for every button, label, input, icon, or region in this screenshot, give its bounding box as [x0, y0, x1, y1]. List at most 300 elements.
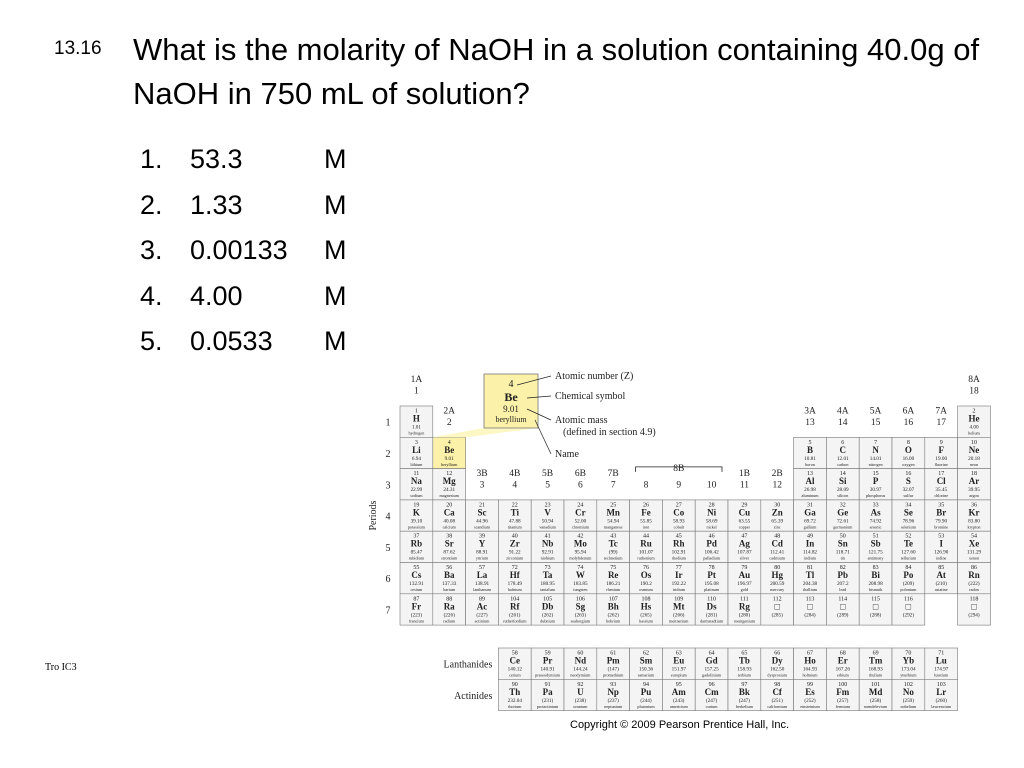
element-mass: (247) [705, 697, 718, 704]
element-name: fluorine [934, 461, 948, 467]
element-number: 56 [446, 565, 453, 571]
element-symbol: Cd [771, 538, 783, 549]
element-symbol: Ca [443, 507, 455, 518]
element-number: 44 [643, 533, 649, 540]
element-symbol: Np [607, 686, 619, 697]
element-symbol: Sn [837, 538, 848, 549]
element-number: 113 [805, 596, 815, 603]
element-symbol: Hf [509, 570, 520, 580]
group-label-a: 2B [771, 468, 783, 479]
element-symbol: C [839, 444, 847, 455]
element-mass: 183.85 [573, 581, 588, 587]
element-name: bismuth [868, 587, 883, 592]
element-mass: 55.85 [640, 518, 652, 525]
element-number: 33 [872, 502, 879, 509]
element-mass: (265) [640, 612, 652, 619]
period-number: 6 [385, 574, 391, 586]
group-label-b: 6 [578, 480, 583, 491]
group-label-b: 10 [706, 480, 717, 491]
element-mass: 200.59 [770, 581, 785, 587]
key-label-mass: Atomic mass [555, 415, 608, 426]
element-name: darmstadtium [700, 618, 724, 624]
element-mass: 114.82 [802, 549, 818, 556]
element-number: 92 [577, 681, 584, 688]
element-symbol: Dy [771, 655, 783, 666]
element-name: curium [705, 703, 718, 709]
element-number: 32 [839, 502, 846, 509]
element-name: niobium [540, 555, 555, 561]
element-mass: 121.75 [868, 549, 883, 556]
element-number: 109 [674, 596, 684, 603]
element-name: praseodymium [535, 672, 561, 678]
element-symbol: Mo [573, 538, 587, 549]
group-label-a: 4A [836, 406, 849, 417]
answer-unit: M [324, 235, 347, 265]
element-number: 62 [643, 650, 649, 657]
element-symbol: Tb [738, 655, 750, 666]
element-name: lutetium [934, 672, 949, 678]
element-mass: (238) [574, 697, 587, 704]
element-name: bromine [934, 524, 949, 530]
element-number: 36 [971, 502, 977, 509]
element-name: iodine [935, 555, 947, 561]
element-name: carbon [837, 461, 849, 467]
element-mass: 196.97 [737, 581, 752, 587]
answer-value: 0.0533 [190, 326, 273, 356]
element-number: 17 [938, 471, 945, 478]
element-number: 100 [838, 681, 848, 688]
key-number: 4 [508, 379, 514, 390]
element-mass: (266) [673, 612, 685, 619]
element-symbol: Kr [968, 507, 980, 518]
element-symbol: Ba [443, 570, 455, 580]
group-label-a: 8A [968, 375, 980, 385]
element-name: osmium [639, 587, 653, 592]
element-name: uranium [573, 703, 588, 709]
element-mass: (247) [738, 697, 751, 704]
element-number: 66 [774, 650, 781, 657]
element-name: scandium [473, 524, 491, 530]
element-name: palladium [703, 555, 720, 561]
element-name: copper [738, 524, 751, 530]
element-name: germanium [833, 524, 853, 530]
element-name: bohrium [606, 618, 621, 624]
element-number: 4 [447, 439, 451, 446]
element-number: 50 [839, 533, 846, 540]
element-number: 79 [741, 565, 748, 571]
element-mass: 95.94 [574, 549, 587, 556]
element-name: potassium [407, 524, 425, 530]
element-mass: 6.94 [411, 455, 421, 462]
element-symbol: □ [774, 601, 780, 612]
element-number: 84 [905, 565, 912, 571]
element-mass: 79.90 [935, 518, 948, 525]
element-symbol: Pr [542, 655, 553, 666]
element-mass: 10.81 [804, 455, 816, 462]
element-symbol: Fe [641, 507, 651, 518]
element-mass: 140.12 [507, 666, 522, 673]
element-number: 105 [543, 596, 553, 603]
group-label-a: 6B [574, 468, 586, 479]
element-number: 85 [938, 565, 945, 571]
element-name: krypton [967, 524, 981, 530]
key-mass: 9.01 [503, 404, 519, 414]
element-symbol: Mn [606, 507, 620, 518]
element-mass: 72.61 [836, 518, 849, 525]
element-mass: 186.21 [606, 581, 621, 587]
element-symbol: Sc [477, 507, 487, 518]
element-symbol: Po [903, 570, 914, 580]
element-number: 65 [741, 650, 748, 657]
element-number: 96 [708, 681, 715, 688]
element-mass: 162.50 [770, 666, 785, 673]
element-number: 52 [905, 533, 912, 540]
group-label-a: 7A [935, 406, 948, 417]
key-label-symbol: Chemical symbol [555, 391, 626, 402]
element-number: 93 [610, 681, 617, 688]
element-name: radon [969, 587, 979, 592]
element-mass: (99) [608, 549, 618, 556]
element-symbol: Ac [476, 601, 488, 612]
element-name: beryllium [441, 461, 458, 467]
element-name: argon [969, 493, 979, 499]
element-symbol: Am [671, 686, 686, 697]
element-symbol: P [872, 476, 879, 487]
element-mass: 9.01 [444, 455, 454, 462]
footer-text: Tro IC3 [45, 662, 77, 673]
element-name: cerium [508, 672, 521, 678]
element-name: strontium [441, 555, 458, 561]
element-symbol: Ti [510, 507, 519, 518]
element-mass: (209) [902, 581, 915, 587]
answer-number: 5. [140, 326, 163, 356]
group-label-b: 17 [936, 417, 946, 428]
element-mass: 178.49 [507, 581, 522, 587]
element-mass: 180.95 [540, 581, 555, 587]
element-number: 2 [972, 408, 976, 415]
element-symbol: Sr [444, 538, 454, 549]
element-mass: 207.2 [836, 581, 849, 587]
answer-value: 4.00 [190, 280, 243, 311]
element-mass: (257) [837, 697, 849, 704]
element-symbol: Be [444, 444, 455, 455]
element-number: 91 [544, 681, 551, 688]
element-mass: 52.00 [574, 518, 587, 525]
element-symbol: Cl [936, 476, 946, 487]
element-symbol: Ga [804, 507, 816, 518]
period-number: 5 [385, 542, 391, 554]
element-symbol: Br [936, 507, 947, 518]
element-name: actinium [474, 618, 490, 624]
element-symbol: Li [412, 444, 421, 455]
element-mass: 126.90 [934, 549, 949, 556]
element-name: fermium [835, 703, 851, 709]
element-number: 5 [808, 439, 812, 446]
element-symbol: Y [478, 538, 486, 549]
element-name: ruthenium [637, 555, 655, 561]
element-number: 99 [807, 681, 813, 688]
group-label-a: 6A [902, 406, 915, 417]
element-number: 30 [774, 502, 781, 509]
element-number: 55 [413, 565, 420, 571]
element-number: 29 [741, 502, 748, 509]
element-mass: 44.96 [476, 518, 488, 525]
element-name: silver [739, 555, 750, 561]
element-number: 64 [708, 650, 715, 657]
element-name: neon [969, 461, 979, 467]
element-mass: 39.10 [410, 518, 423, 525]
element-number: 9 [939, 439, 943, 446]
element-name: mendelevium [864, 703, 887, 709]
element-mass: (147) [607, 666, 619, 673]
element-number: 110 [707, 596, 716, 603]
element-mass: 58.69 [705, 518, 718, 525]
element-mass: 151.97 [671, 666, 686, 673]
element-mass: 19.00 [935, 455, 948, 462]
group-label-b: 4 [512, 480, 518, 491]
group-label-a: 7B [607, 468, 619, 479]
element-mass: 168.93 [868, 666, 883, 673]
answer-unit: M [324, 189, 347, 220]
group-label-b: 2 [446, 417, 452, 428]
element-mass: 127.60 [901, 549, 916, 556]
element-symbol: Lr [936, 686, 947, 697]
element-symbol: F [938, 444, 944, 455]
element-mass: (294) [968, 612, 980, 619]
element-name: rutherfordium [503, 618, 527, 624]
element-symbol: Er [837, 655, 848, 666]
element-number: 69 [872, 650, 879, 657]
group-label-a: 2A [443, 406, 456, 417]
element-symbol: Lu [935, 655, 947, 666]
element-symbol: La [476, 570, 488, 580]
element-name: sulfur [903, 493, 914, 499]
element-name: chlorine [934, 493, 949, 499]
element-symbol: Gd [705, 655, 718, 666]
group-label-b: 14 [838, 417, 848, 428]
element-number: 80 [774, 565, 781, 571]
element-mass: 47.88 [508, 518, 521, 525]
element-mass: (285) [771, 612, 783, 619]
element-number: 81 [807, 565, 813, 571]
element-symbol: Ag [738, 538, 750, 549]
element-symbol: □ [872, 601, 879, 612]
element-symbol: Ru [640, 538, 652, 549]
element-number: 86 [971, 565, 977, 571]
group-label-b: 16 [903, 417, 914, 428]
element-number: 63 [675, 650, 682, 657]
element-symbol: He [968, 413, 980, 424]
element-number: 19 [413, 502, 420, 509]
element-symbol: Sg [575, 601, 586, 612]
group-label-a: 3B [476, 468, 488, 479]
element-mass: (281) [705, 612, 718, 619]
group-8b-label: 8B [673, 463, 685, 474]
element-name: gold [740, 587, 749, 592]
element-number: 111 [740, 596, 749, 603]
element-name: nobelium [900, 703, 917, 709]
element-symbol: W [575, 570, 585, 580]
element-number: 21 [479, 502, 485, 509]
element-name: calcium [442, 524, 456, 530]
element-mass: 102.91 [671, 549, 686, 556]
group-label-b: 12 [772, 480, 782, 491]
element-number: 42 [577, 533, 584, 540]
element-number: 7 [874, 439, 878, 446]
element-mass: (262) [541, 612, 554, 619]
element-name: polonium [900, 587, 917, 592]
element-number: 83 [872, 565, 879, 571]
element-symbol: Rn [968, 570, 980, 580]
element-name: seaborgium [570, 618, 591, 624]
element-symbol: Tc [608, 538, 618, 549]
element-number: 89 [479, 596, 485, 603]
element-mass: 164.93 [802, 666, 818, 673]
question-text: What is the molarity of NaOH in a solution containing 40.0g of NaOH in 750 mL of solution? [133, 32, 980, 111]
element-number: 73 [544, 565, 551, 571]
element-name: einsteinium [800, 703, 820, 709]
element-mass: 65.39 [771, 518, 784, 525]
element-symbol: V [544, 507, 551, 518]
element-mass: 26.98 [804, 487, 816, 494]
element-mass: 14.01 [869, 455, 882, 462]
element-mass: (222) [968, 581, 980, 587]
group-label-a: 1A [410, 375, 423, 385]
element-name: chromium [571, 524, 590, 530]
element-name: lithium [410, 461, 423, 467]
element-symbol: Ge [837, 507, 849, 518]
element-mass: 30.97 [869, 487, 882, 494]
group-label-b: 18 [969, 386, 979, 397]
key-label-mass-note: (defined in section 4.9) [563, 427, 656, 438]
answer-value: 0.00133 [190, 235, 288, 265]
element-number: 118 [969, 596, 979, 603]
answer-number: 1. [140, 144, 163, 174]
element-mass: 88.91 [476, 549, 488, 556]
period-number: 7 [385, 605, 391, 617]
element-symbol: Nb [541, 538, 554, 549]
element-number: 45 [675, 533, 682, 540]
element-symbol: Rh [673, 538, 685, 549]
element-symbol: Cf [772, 686, 782, 697]
element-mass: 138.91 [474, 581, 490, 587]
element-symbol: Pm [606, 655, 620, 666]
periods-label: Periods [368, 500, 379, 531]
element-number: 47 [741, 533, 748, 540]
element-mass: 1.01 [411, 424, 421, 431]
element-name: tin [840, 555, 846, 561]
element-name: berkelium [735, 703, 753, 709]
answer-number: 3. [140, 235, 163, 265]
element-name: francium [408, 618, 424, 624]
element-symbol: Rb [410, 538, 423, 549]
element-mass: 92.91 [541, 549, 554, 556]
element-name: titanium [507, 524, 522, 530]
group-label-b: 13 [805, 417, 815, 428]
element-number: 48 [774, 533, 781, 540]
element-number: 54 [971, 533, 977, 540]
element-name: aluminum [801, 493, 819, 499]
period-number: 3 [385, 480, 391, 492]
element-name: protactinium [536, 703, 559, 709]
element-name: meitnerium [669, 618, 689, 624]
element-mass: 39.95 [968, 487, 980, 494]
element-mass: 24.31 [443, 487, 456, 494]
element-symbol: Au [738, 570, 751, 580]
element-name: thallium [803, 587, 817, 592]
element-name: rhodium [671, 555, 686, 561]
element-mass: 74.92 [869, 518, 882, 525]
element-mass: 78.96 [902, 518, 915, 525]
element-number: 90 [511, 681, 518, 688]
element-name: hassium [639, 618, 653, 624]
element-number: 116 [904, 596, 913, 603]
element-number: 28 [708, 502, 715, 509]
element-symbol: Tl [805, 570, 815, 580]
key-label-name: Name [555, 449, 579, 460]
element-symbol: Rg [738, 601, 750, 612]
element-name: iridium [672, 587, 685, 592]
element-mass: (292) [902, 612, 915, 619]
element-symbol: At [936, 570, 946, 580]
group-label-b: 15 [870, 417, 881, 428]
element-symbol: Pu [640, 686, 652, 697]
element-mass: (259) [902, 697, 915, 704]
lanthanides-label: Lanthanides [443, 659, 493, 671]
element-name: tungsten [573, 587, 588, 592]
element-mass: 112.41 [770, 549, 785, 556]
element-symbol: Tm [868, 655, 883, 666]
element-mass: 35.45 [935, 487, 948, 494]
element-number: 6 [841, 439, 845, 446]
element-name: ytterbium [900, 672, 917, 678]
element-number: 108 [641, 596, 651, 603]
element-mass: 140.91 [540, 666, 555, 673]
element-number: 101 [871, 681, 881, 688]
element-name: californium [767, 703, 787, 709]
element-symbol: Se [903, 507, 913, 518]
element-mass: (289) [837, 612, 849, 619]
element-name: nickel [706, 524, 717, 530]
element-mass: (262) [607, 612, 619, 619]
slide-number: 13.16 [54, 38, 102, 59]
element-number: 22 [511, 502, 518, 509]
element-name: helium [968, 430, 980, 436]
element-symbol: Rf [510, 601, 520, 612]
element-number: 11 [413, 471, 420, 478]
group-label-a: 1B [738, 468, 750, 479]
element-number: 12 [446, 471, 453, 478]
element-number: 75 [610, 565, 617, 571]
element-number: 10 [971, 439, 977, 446]
group-label-a: 4B [509, 468, 521, 479]
element-name: neptunium [604, 703, 623, 709]
element-number: 49 [807, 533, 813, 540]
answer-number: 4. [140, 280, 163, 311]
element-mass: (231) [541, 697, 554, 704]
element-number: 98 [774, 681, 781, 688]
element-mass: (284) [804, 612, 816, 619]
element-number: 38 [446, 533, 453, 540]
group-label-a: 3A [804, 406, 816, 417]
element-number: 107 [608, 596, 618, 603]
element-mass: (227) [476, 612, 488, 619]
element-name: promethium [602, 672, 624, 678]
element-number: 25 [610, 502, 617, 509]
element-mass: 158.93 [737, 666, 752, 673]
element-symbol: Hs [640, 601, 652, 612]
actinides-label: Actinides [454, 690, 493, 702]
